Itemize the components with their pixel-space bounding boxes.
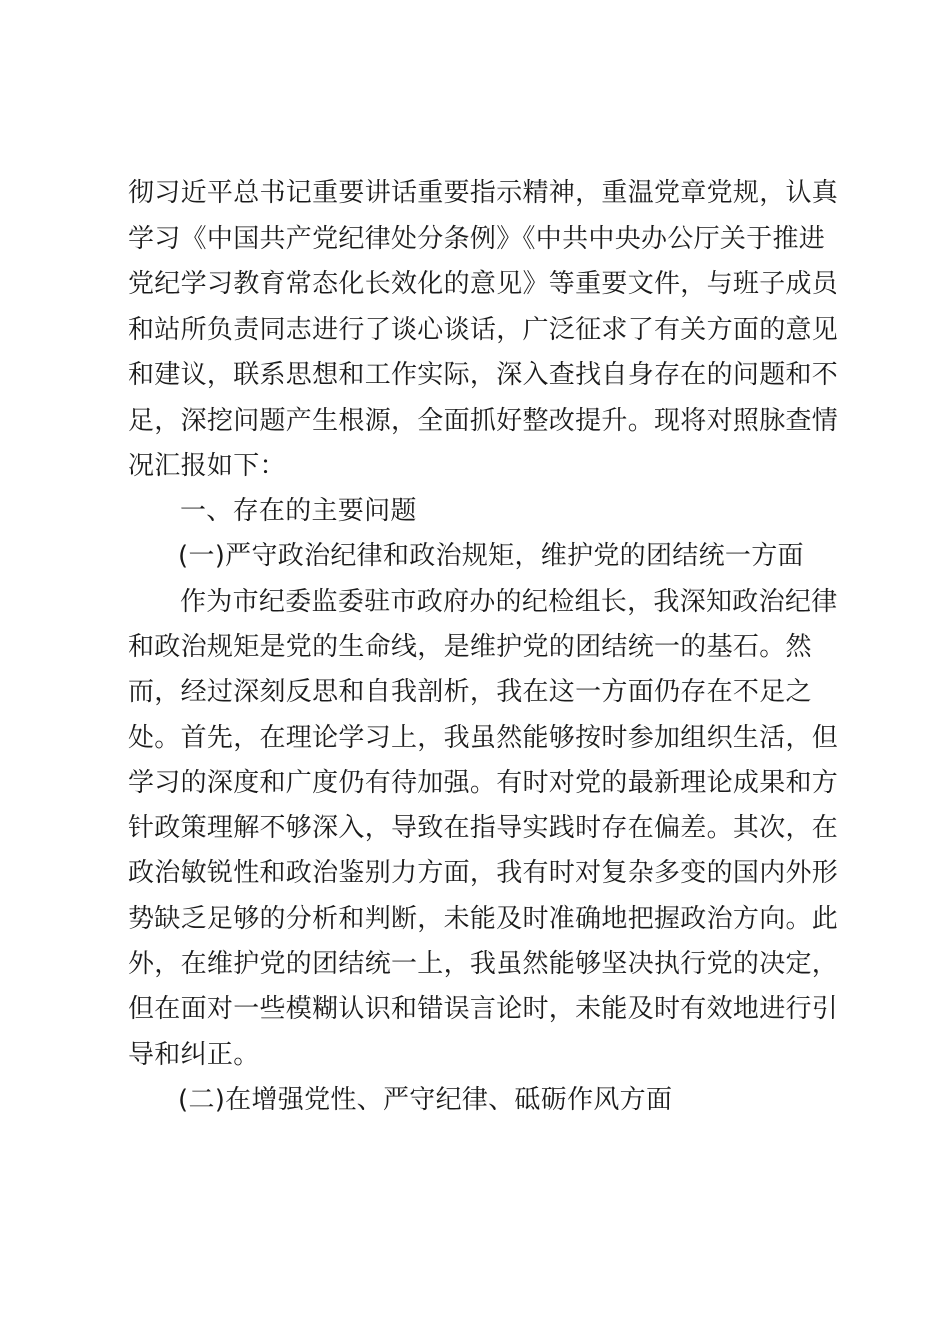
subsection-heading: (二)在增强党性、严守纪律、砥砺作风方面: [178, 1085, 673, 1115]
body-text-line: 学习《中国共产党纪律处分条例》《中共中央办公厅关于推进: [128, 224, 826, 254]
body-text-line: 学习的深度和广度仍有待加强。有时对党的最新理论成果和方: [128, 768, 839, 798]
body-text-line: 足，深挖问题产生根源，全面抓好整改提升。现将对照脉查情: [128, 406, 839, 436]
body-text-line: 而，经过深刻反思和自我剖析，我在这一方面仍存在不足之: [128, 677, 812, 707]
body-text-line: 况汇报如下：: [128, 451, 286, 481]
subsection-heading: (一)严守政治纪律和政治规矩，维护党的团结统一方面: [178, 541, 804, 571]
body-text-line: 和建议，联系思想和工作实际，深入查找自身存在的问题和不: [128, 360, 839, 390]
body-text-line: 处。首先，在理论学习上，我虽然能够按时参加组织生活，但: [128, 723, 839, 753]
body-text-line: 外，在维护党的团结统一上，我虽然能够坚决执行党的决定，: [128, 949, 839, 979]
body-text-line: 但在面对一些模糊认识和错误言论时，未能及时有效地进行引: [128, 994, 839, 1024]
body-text-line: 和站所负责同志进行了谈心谈话，广泛征求了有关方面的意见: [128, 315, 839, 345]
body-text-line: 势缺乏足够的分析和判断，未能及时准确地把握政治方向。此: [128, 904, 839, 934]
body-text-line: 作为市纪委监委驻市政府办的纪检组长，我深知政治纪律: [180, 587, 838, 617]
body-text-line: 针政策理解不够深入，导致在指导实践时存在偏差。其次，在: [128, 813, 839, 843]
body-text-line: 政治敏锐性和政治鉴别力方面，我有时对复杂多变的国内外形: [128, 858, 839, 888]
body-text-line: 党纪学习教育常态化长效化的意见》等重要文件，与班子成员: [128, 269, 839, 299]
body-text-line: 和政治规矩是党的生命线，是维护党的团结统一的基石。然: [128, 632, 812, 662]
section-heading: 一、存在的主要问题: [180, 496, 417, 526]
body-text-line: 彻习近平总书记重要讲话重要指示精神，重温党章党规，认真: [128, 178, 839, 208]
body-text-line: 导和纠正。: [128, 1040, 260, 1070]
